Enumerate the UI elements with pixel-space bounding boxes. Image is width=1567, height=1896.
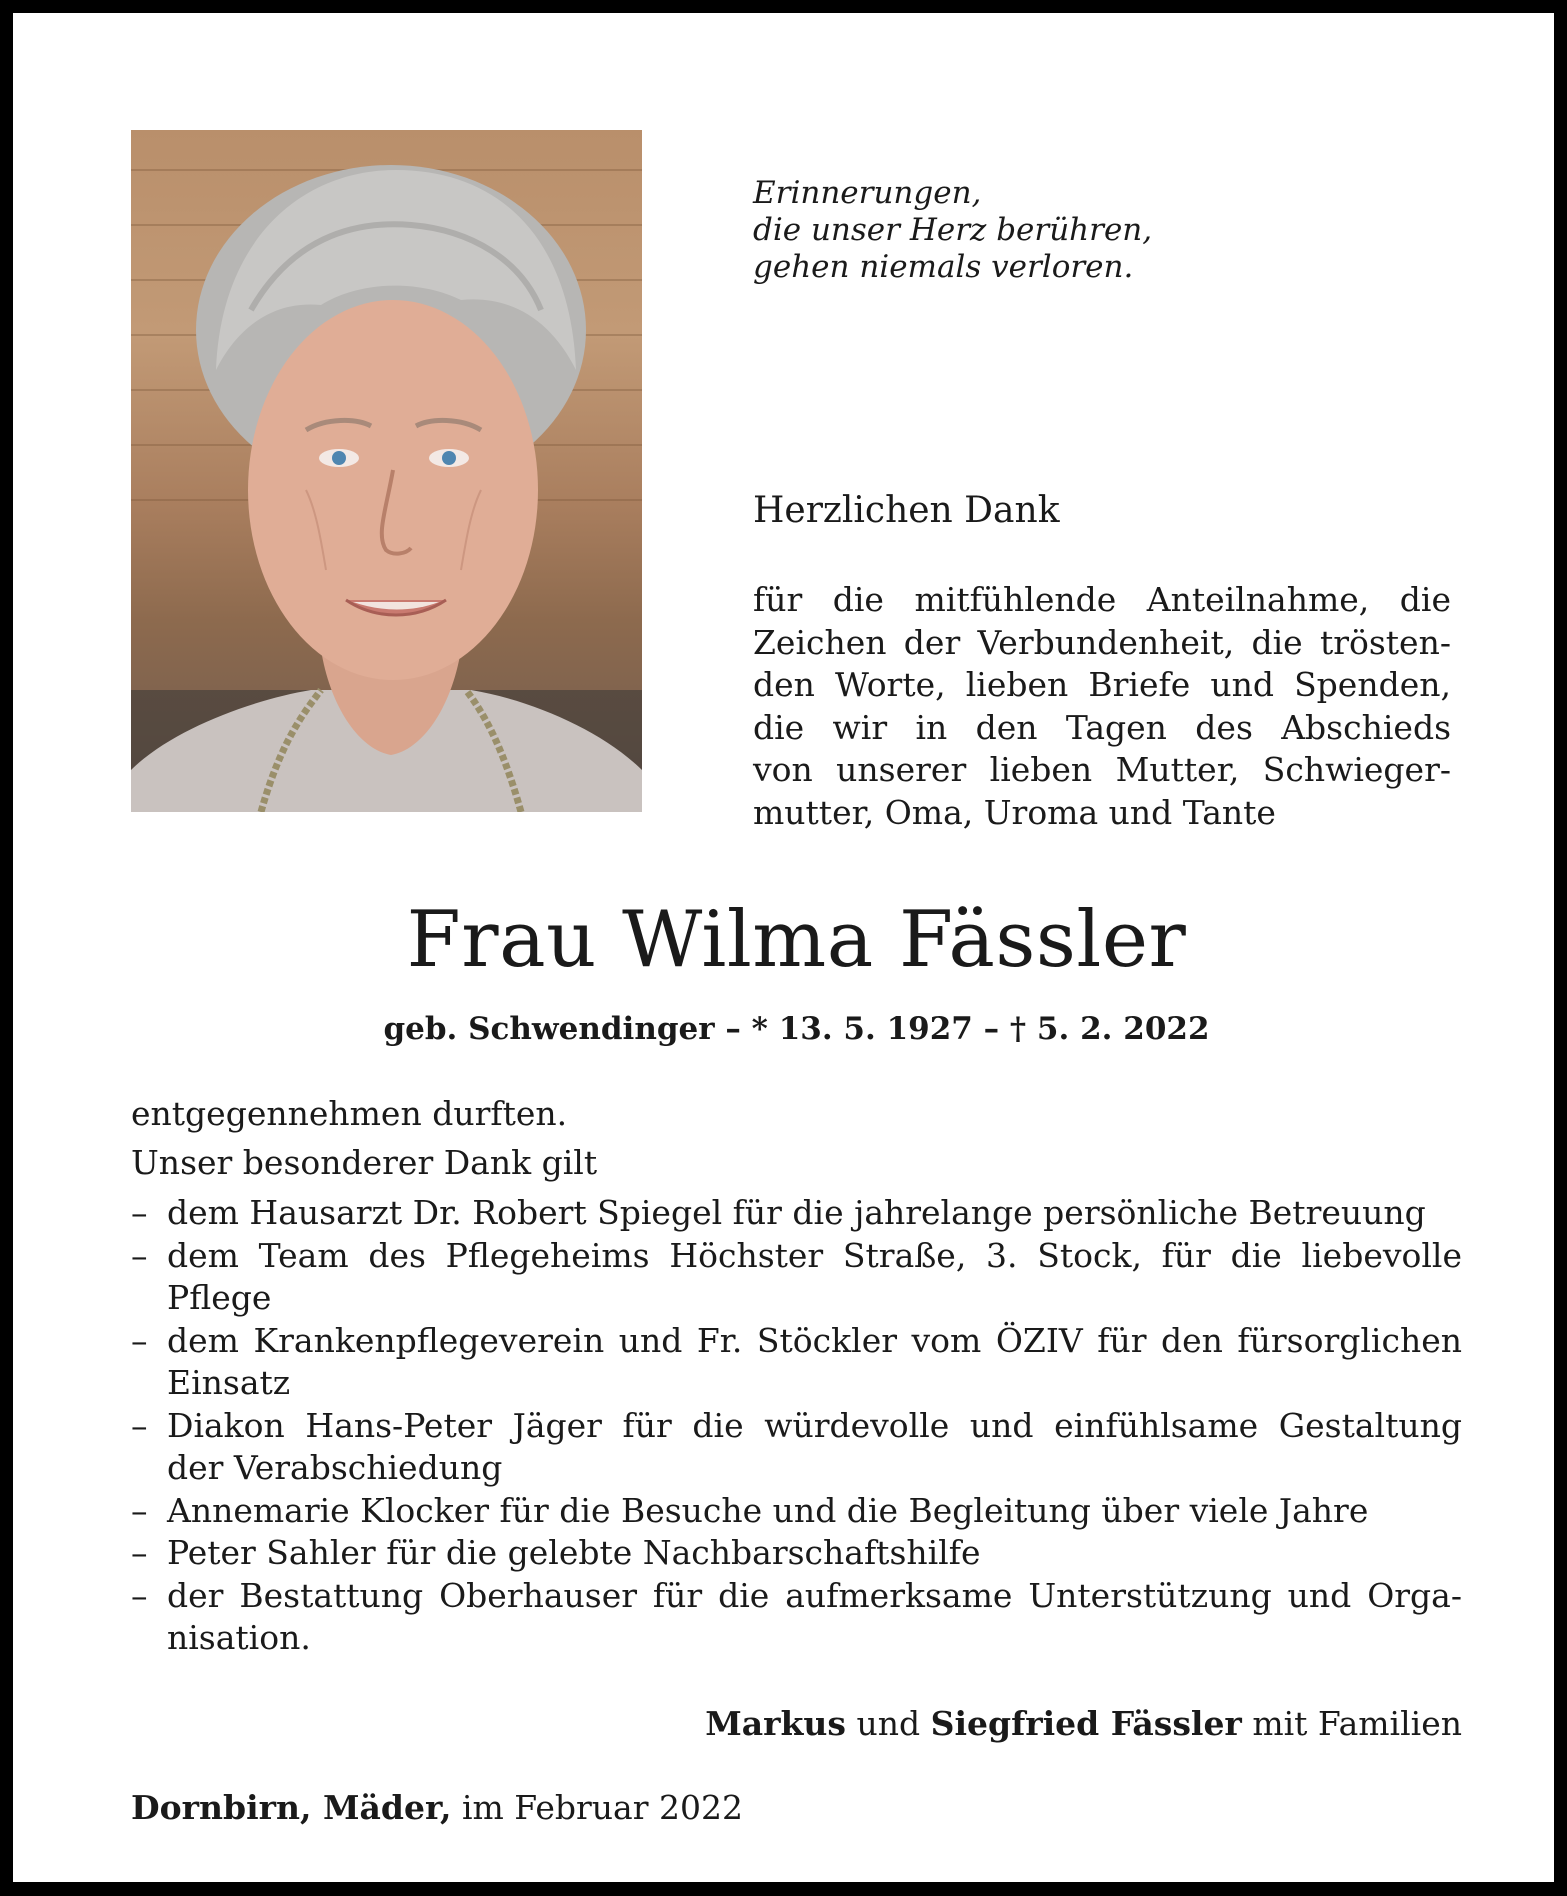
list-dash: – <box>131 1533 148 1572</box>
thanks-line: von unserer lieben Mutter, Schwieger- <box>753 750 1451 789</box>
thanks-line: Zeichen der Verbundenheit, die trösten- <box>753 622 1451 662</box>
list-dash: – <box>131 1575 148 1615</box>
quote-line: gehen niemals verloren. <box>753 249 1134 285</box>
list-item-line: Peter Sahler für die gelebte Nachbarschaftshilfe <box>167 1533 981 1572</box>
list-item <box>131 1235 1462 1320</box>
acknowledgement-intro: Unser besonderer Dank gilt <box>131 1142 598 1182</box>
list-item-line: dem Team des Pflegeheims Höchster Straße, 3. Stock, für die liebevolle <box>167 1235 1462 1275</box>
list-item-line: nisation. <box>167 1618 311 1657</box>
list-item <box>131 1532 1462 1575</box>
thanks-heading: Herzlichen Dank <box>753 490 1060 531</box>
signature <box>131 1703 1462 1745</box>
list-dash: – <box>131 1320 148 1360</box>
deceased-name: Frau Wilma Fässler <box>406 895 1187 985</box>
list-dash: – <box>131 1193 148 1232</box>
thanks-paragraph <box>753 579 1451 834</box>
list-item-line: dem Krankenpflegeverein und Fr. Stöckler vom ÖZIV für den fürsorglichen <box>167 1320 1462 1360</box>
list-item <box>131 1575 1462 1660</box>
list-item-line: der Verabschiedung <box>167 1448 503 1487</box>
thanks-line: für die mitfühlende Anteilnahme, die <box>753 580 1451 619</box>
signature-suffix: mit Familien <box>1252 1704 1462 1743</box>
memorial-quote <box>753 175 1253 286</box>
list-item-line: Annemarie Klocker für die Besuche und die Begleitung über viele Jahre <box>167 1490 1369 1530</box>
thanks-line: mutter, Oma, Uroma und Tante <box>753 792 1276 832</box>
received-text: entgegennehmen durften. <box>131 1094 568 1133</box>
signature-conjunction: und <box>856 1704 921 1743</box>
deceased-dates: geb. Schwendinger – * 13. 5. 1927 – † 5. 2. 2022 <box>383 1011 1210 1047</box>
thanks-line: den Worte, lieben Briefe und Spenden, <box>753 665 1451 704</box>
acknowledgements <box>131 1093 1462 1660</box>
signer-name: Markus <box>705 1704 846 1743</box>
place-names: Dornbirn, Mäder, <box>131 1788 452 1827</box>
signer-name: Siegfried Fässler <box>930 1704 1242 1743</box>
acknowledgement-list <box>131 1192 1462 1660</box>
list-item-line: Diakon Hans-Peter Jäger für die würdevolle und einfühlsame Gestaltung <box>167 1405 1462 1445</box>
list-item <box>131 1320 1462 1405</box>
list-dash: – <box>131 1405 148 1445</box>
list-item <box>131 1192 1462 1235</box>
thanks-line: die wir in den Tagen des Abschieds <box>753 707 1451 747</box>
portrait-photo <box>131 130 642 812</box>
date-text: im Februar 2022 <box>461 1788 743 1827</box>
list-item-line: der Bestattung Oberhauser für die aufmerksame Unterstützung und Orga- <box>167 1575 1462 1615</box>
list-dash: – <box>131 1490 148 1530</box>
quote-line: die unser Herz berühren, <box>753 212 1153 248</box>
list-item-line: Pflege <box>167 1278 272 1317</box>
list-item <box>131 1405 1462 1490</box>
list-item <box>131 1490 1462 1533</box>
place-date <box>131 1787 743 1829</box>
list-dash: – <box>131 1235 148 1275</box>
list-item-line: dem Hausarzt Dr. Robert Spiegel für die jahrelange persönliche Betreuung <box>167 1193 1426 1232</box>
quote-line: Erinnerungen, <box>753 175 982 211</box>
list-item-line: Einsatz <box>167 1363 291 1402</box>
